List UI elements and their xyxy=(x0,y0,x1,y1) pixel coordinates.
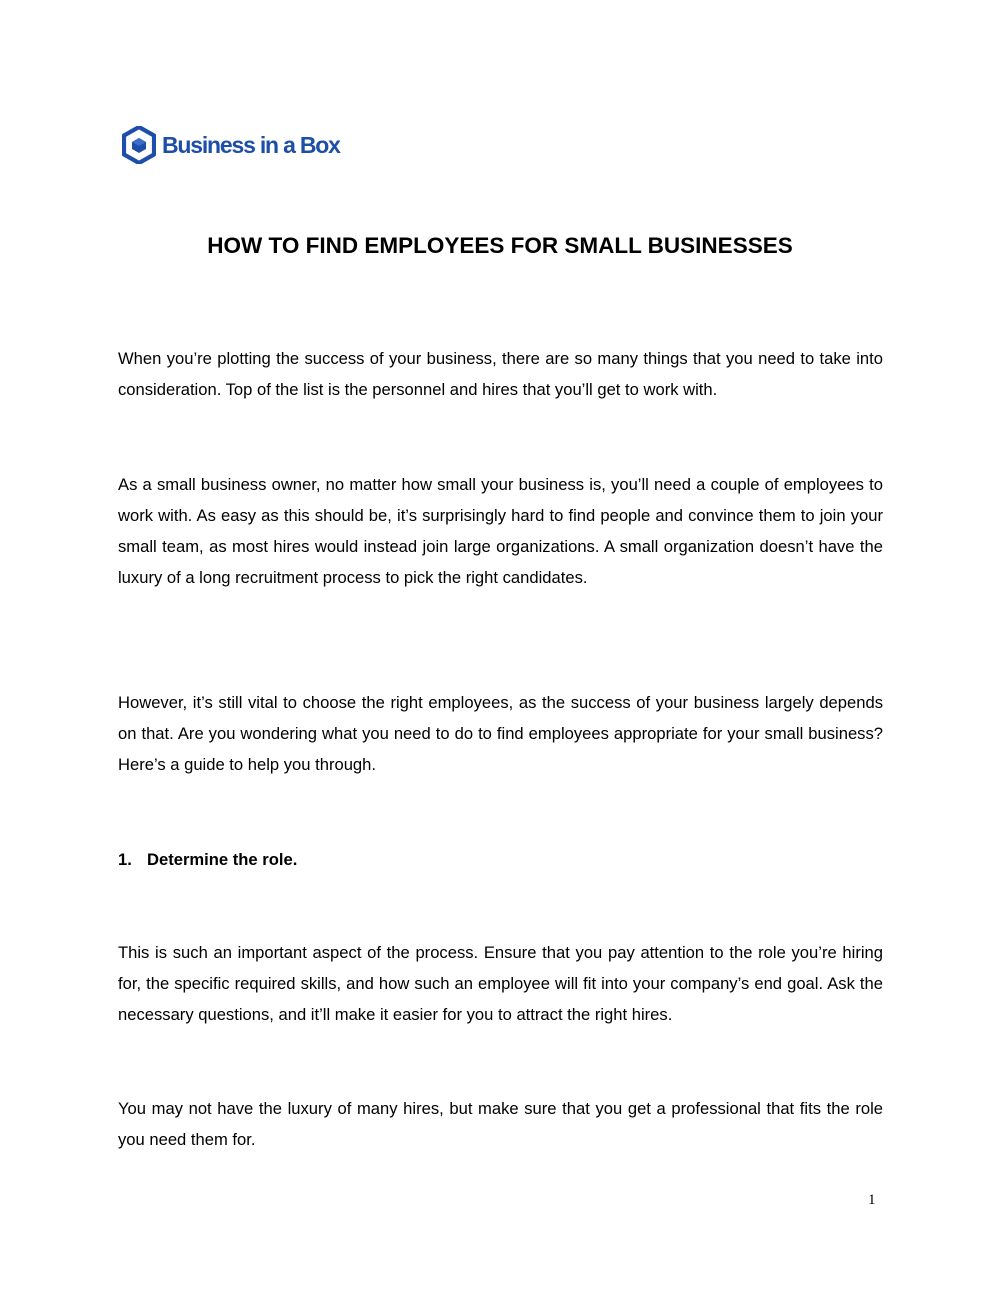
section-heading-text: Determine the role. xyxy=(147,850,298,869)
document-title: HOW TO FIND EMPLOYEES FOR SMALL BUSINESSES xyxy=(207,233,793,258)
section-1-paragraph-1: This is such an important aspect of the process. Ensure that you pay attention to the role you’re hiring for, the specific required skills, and how such an employee will fit into your company’s end goal. Ask the necessary questions, and it’ll make it easier for you to attract the right hires. xyxy=(118,943,883,1024)
business-in-a-box-logo xyxy=(122,126,340,164)
section-heading-1 xyxy=(118,844,297,875)
page-number: 1 xyxy=(868,1192,876,1208)
logo-text: Business in a Box xyxy=(162,132,340,158)
intro-paragraph-1: When you’re plotting the success of your business, there are so many things that you need to take into consideration. Top of the list is the personnel and hires that you’ll get to work with. xyxy=(118,349,883,399)
section-number: 1. xyxy=(118,850,132,869)
intro-paragraph-3: However, it’s still vital to choose the right employees, as the success of your business largely depends on that. Are you wondering what you need to do to find employees appropriate for your small business? Here’s a guide to help you through. xyxy=(118,693,883,774)
section-1-paragraph-2: You may not have the luxury of many hires, but make sure that you get a professional that fits the role you need them for. xyxy=(118,1099,883,1149)
hexagon-cube-icon xyxy=(122,126,156,164)
intro-paragraph-2: As a small business owner, no matter how small your business is, you’ll need a couple of employees to work with. As easy as this should be, it’s surprisingly hard to find people and convince them to join your small team, as most hires would instead join large organizations. A small organization doesn’t have the luxury of a long recruitment process to pick the right candidates. xyxy=(118,475,883,587)
